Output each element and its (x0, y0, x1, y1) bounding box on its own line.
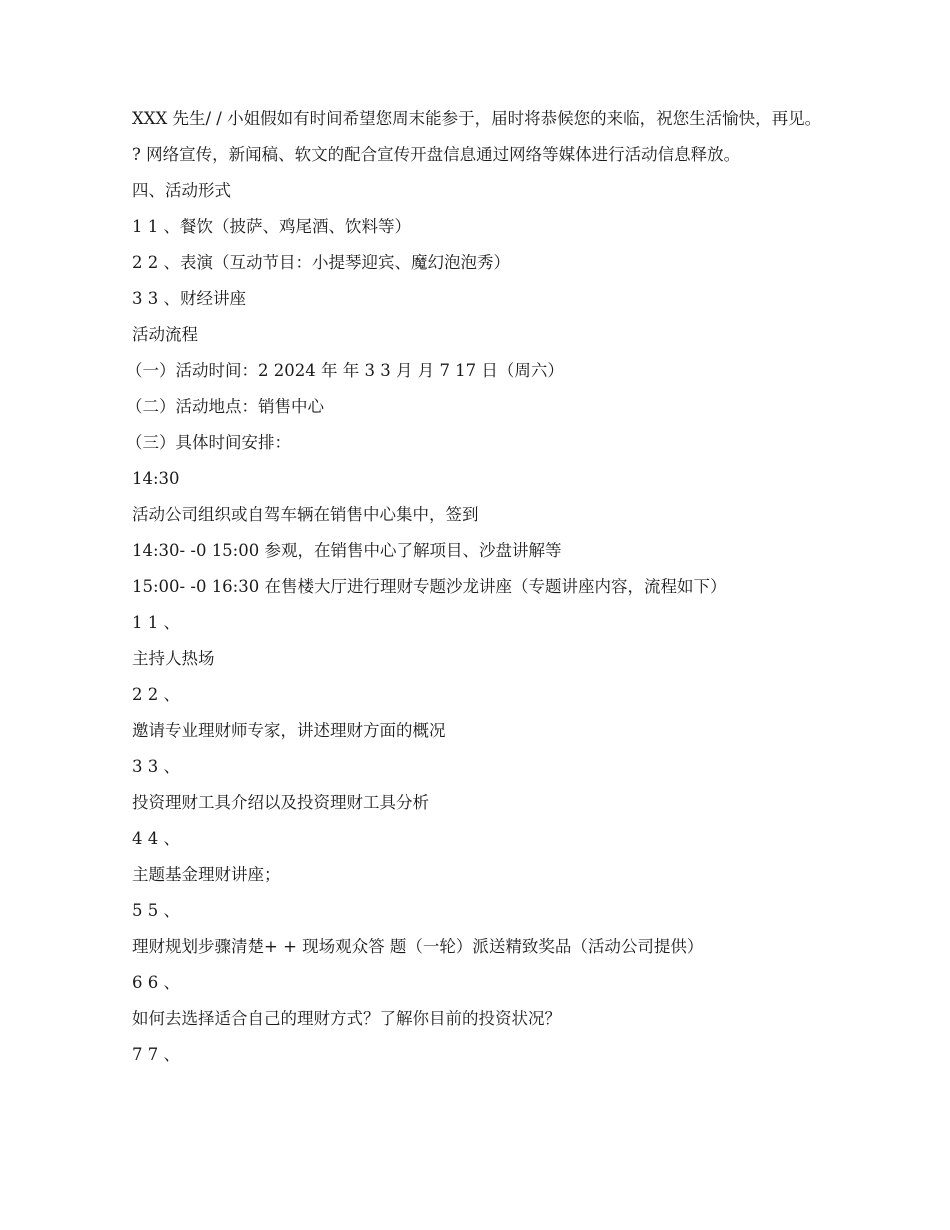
schedule-item-3: 15:00- -0 16:30 在售楼大厅进行理财专题沙龙讲座（专题讲座内容，流程如下） (132, 577, 727, 596)
invitation-paragraph: XXX 先生/ / 小姐假如有时间希望您周末能参于，届时将恭候您的来临，祝您生活愉快，再见。 (132, 109, 822, 128)
lecture-step-number-6: 6 6 、 (132, 973, 180, 992)
section-heading-process: 活动流程 (132, 325, 198, 344)
lecture-step-3: 投资理财工具介绍以及投资理财工具分析 (132, 793, 429, 812)
lecture-step-number-7: 7 7 、 (132, 1045, 180, 1064)
lecture-step-number-3: 3 3 、 (132, 757, 180, 776)
schedule-item-1: 活动公司组织或自驾车辆在销售中心集中，签到 (132, 505, 479, 524)
lecture-step-4: 主题基金理财讲座； (132, 865, 281, 884)
lecture-step-5: 理财规划步骤清楚+ + 现场观众答 题（一轮）派送精致奖品（活动公司提供） (132, 937, 704, 956)
activity-item-lecture: 3 3 、财经讲座 (132, 289, 246, 308)
lecture-step-number-1: 1 1 、 (132, 613, 180, 632)
schedule-item-2: 14:30- -0 15:00 参观，在销售中心了解项目、沙盘讲解等 (132, 541, 562, 560)
activity-item-performance: 2 2 、表演（互动节目：小提琴迎宾、魔幻泡泡秀） (132, 253, 510, 272)
activity-time: （一）活动时间：2 2024 年 年 3 3 月 月 7 17 日（周六） (126, 361, 564, 380)
lecture-step-2: 邀请专业理财师专家，讲述理财方面的概况 (132, 721, 446, 740)
schedule-heading: （三）具体时间安排： (126, 433, 291, 452)
section-heading-activity-form: 四、活动形式 (132, 181, 231, 200)
schedule-time-1: 14:30 (132, 469, 180, 488)
activity-location: （二）活动地点：销售中心 (126, 397, 324, 416)
lecture-step-number-4: 4 4 、 (132, 829, 180, 848)
lecture-step-number-5: 5 5 、 (132, 901, 180, 920)
lecture-step-1: 主持人热场 (132, 649, 215, 668)
lecture-step-number-2: 2 2 、 (132, 685, 180, 704)
lecture-step-6: 如何去选择适合自己的理财方式？了解你目前的投资状况？ (132, 1009, 561, 1028)
online-promotion-paragraph: ? 网络宣传，新闻稿、软文的配合宣传开盘信息通过网络等媒体进行活动信息释放。 (132, 145, 741, 164)
activity-item-catering: 1 1 、餐饮（披萨、鸡尾酒、饮料等） (132, 217, 411, 236)
